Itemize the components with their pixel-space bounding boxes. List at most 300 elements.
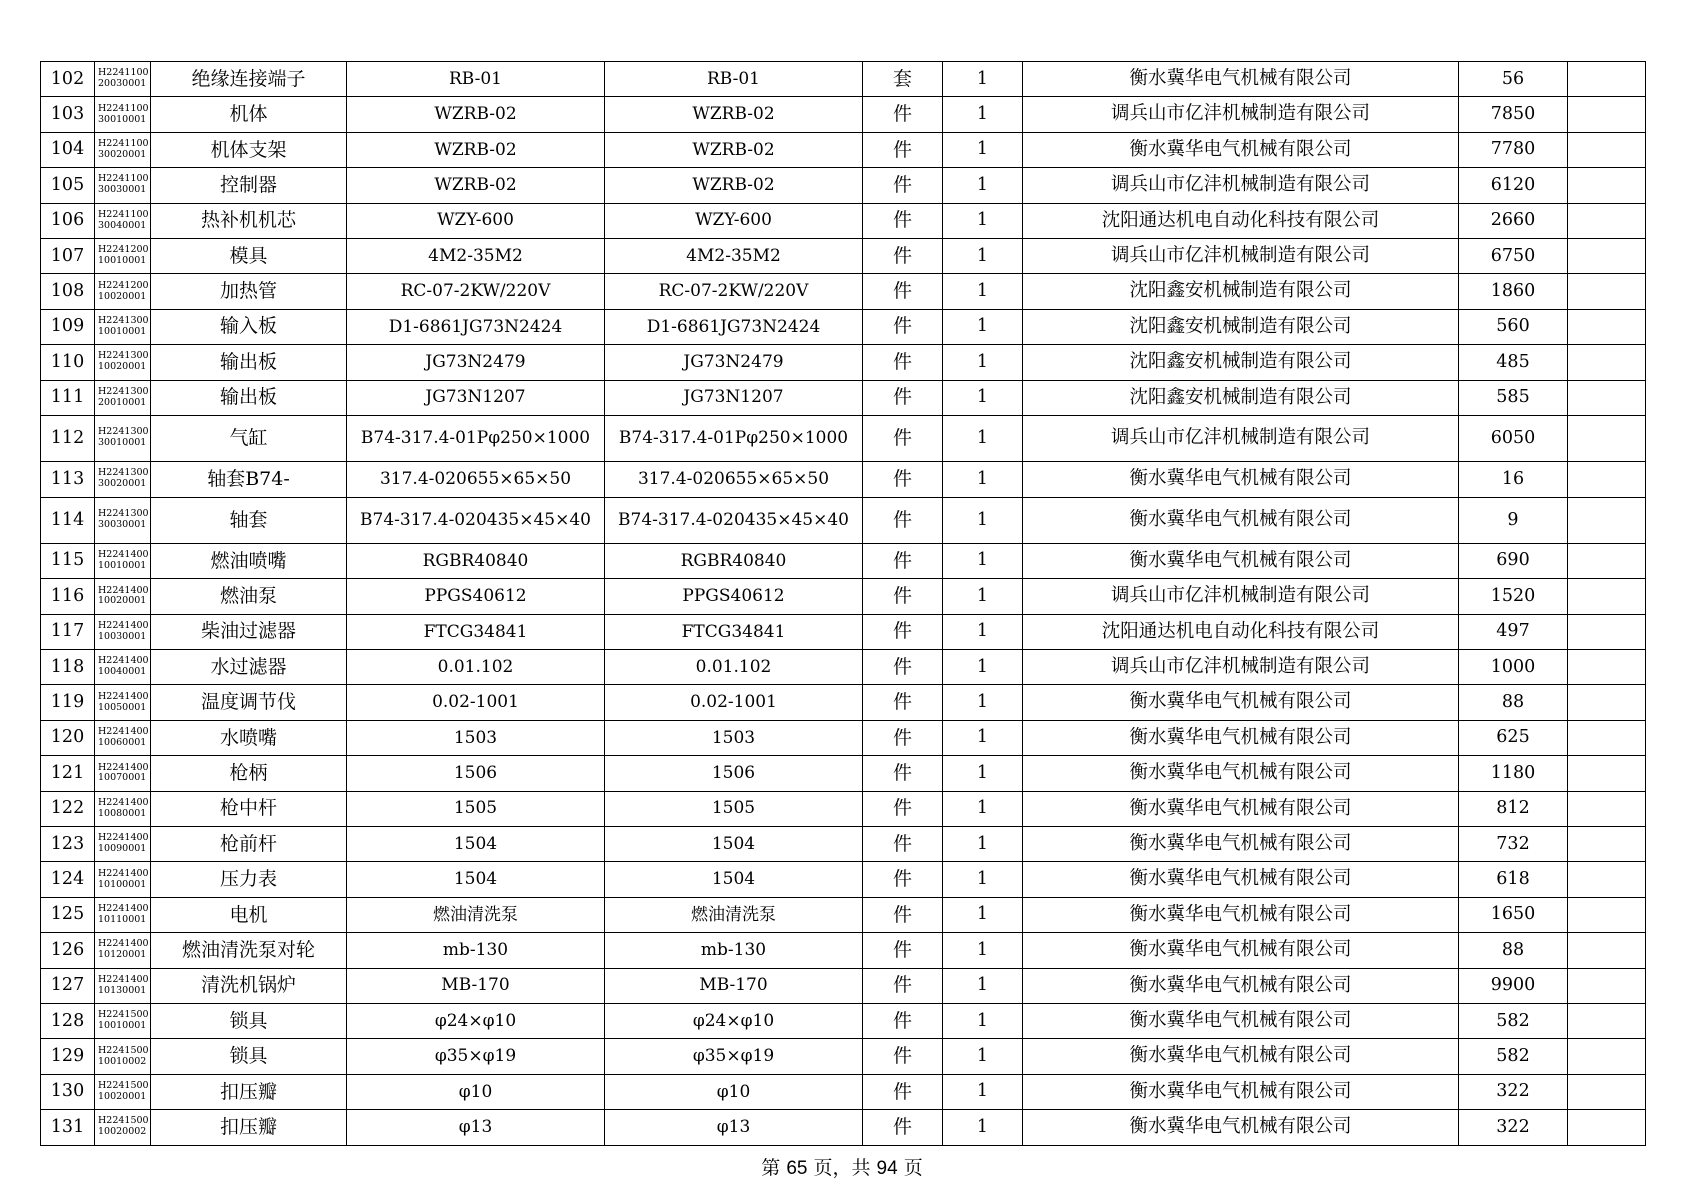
supplier-cell: 沈阳鑫安机械制造有限公司 [1023, 345, 1459, 380]
unit-cell: 件 [863, 238, 943, 273]
specification-cell: PPGS40612 [605, 579, 863, 614]
table-row [41, 97, 1646, 132]
material-code-line1: H2241400 [98, 690, 149, 702]
part-name-cell: 燃油喷嘴 [151, 543, 347, 578]
material-code-line1: H2241100 [98, 138, 149, 150]
material-code-cell [95, 933, 151, 968]
price-cell: 690 [1459, 543, 1568, 578]
supplier-cell: 衡水冀华电气机械有限公司 [1023, 827, 1459, 862]
quantity-cell: 1 [943, 579, 1023, 614]
quantity-cell: 1 [943, 497, 1023, 543]
part-name-cell: 电机 [151, 897, 347, 932]
remark-cell [1568, 1110, 1646, 1145]
table-row [41, 579, 1646, 614]
table-body [41, 62, 1646, 1146]
model-cell: FTCG34841 [347, 614, 605, 649]
model-cell: φ13 [347, 1110, 605, 1145]
row-number-cell: 102 [41, 62, 95, 97]
remark-cell [1568, 309, 1646, 344]
model-cell: WZY-600 [347, 203, 605, 238]
unit-cell: 件 [863, 614, 943, 649]
price-cell: 582 [1459, 1039, 1568, 1074]
model-cell: 燃油清洗泵 [347, 897, 605, 932]
table-row [41, 968, 1646, 1003]
row-number-cell: 103 [41, 97, 95, 132]
price-cell: 9900 [1459, 968, 1568, 1003]
unit-cell: 套 [863, 62, 943, 97]
model-cell: WZRB-02 [347, 97, 605, 132]
part-name-cell: 锁具 [151, 1003, 347, 1038]
row-number-cell: 105 [41, 168, 95, 203]
model-cell: 1506 [347, 756, 605, 791]
remark-cell [1568, 933, 1646, 968]
material-code-line2: 20030001 [98, 78, 147, 90]
row-number-cell: 122 [41, 791, 95, 826]
row-number-cell: 131 [41, 1110, 95, 1145]
table-row [41, 933, 1646, 968]
remark-cell [1568, 685, 1646, 720]
part-name-cell: 轴套 [151, 497, 347, 543]
row-number-cell: 128 [41, 1003, 95, 1038]
quantity-cell: 1 [943, 1110, 1023, 1145]
specification-cell: MB-170 [605, 968, 863, 1003]
price-cell: 1180 [1459, 756, 1568, 791]
model-cell: JG73N2479 [347, 345, 605, 380]
supplier-cell: 调兵山市亿沣机械制造有限公司 [1023, 650, 1459, 685]
remark-cell [1568, 461, 1646, 497]
price-cell: 585 [1459, 380, 1568, 415]
row-number-cell: 126 [41, 933, 95, 968]
price-cell: 6750 [1459, 238, 1568, 273]
supplier-cell: 衡水冀华电气机械有限公司 [1023, 791, 1459, 826]
material-code-line2: 10020001 [98, 595, 147, 607]
supplier-cell: 衡水冀华电气机械有限公司 [1023, 685, 1459, 720]
specification-cell: JG73N1207 [605, 380, 863, 415]
remark-cell [1568, 203, 1646, 238]
material-code-line1: H2241300 [98, 315, 149, 326]
unit-cell: 件 [863, 168, 943, 203]
table-row [41, 614, 1646, 649]
material-code-line1: H2241100 [98, 102, 149, 114]
material-code-cell [95, 543, 151, 578]
remark-cell [1568, 97, 1646, 132]
table-row [41, 415, 1646, 461]
row-number-cell: 117 [41, 614, 95, 649]
material-code-line1: H2241200 [98, 244, 149, 256]
supplier-cell: 衡水冀华电气机械有限公司 [1023, 497, 1459, 543]
table-row [41, 1003, 1646, 1038]
specification-cell: φ35×φ19 [605, 1039, 863, 1074]
remark-cell [1568, 791, 1646, 826]
material-code-cell [95, 1110, 151, 1145]
quantity-cell: 1 [943, 543, 1023, 578]
material-code-cell [95, 1003, 151, 1038]
specification-cell: WZRB-02 [605, 97, 863, 132]
material-code-line2: 10070001 [98, 772, 147, 784]
supplier-cell: 衡水冀华电气机械有限公司 [1023, 132, 1459, 167]
material-code-line2: 10090001 [98, 843, 147, 855]
specification-cell: D1-6861JG73N2424 [605, 309, 863, 344]
part-name-cell: 轴套B74- [151, 461, 347, 497]
material-code-line1: H2241400 [98, 832, 149, 844]
supplier-cell: 衡水冀华电气机械有限公司 [1023, 1110, 1459, 1145]
part-name-cell: 燃油泵 [151, 579, 347, 614]
material-code-line2: 10010001 [98, 560, 147, 572]
table-row [41, 238, 1646, 273]
remark-cell [1568, 968, 1646, 1003]
specification-cell: φ10 [605, 1074, 863, 1109]
unit-cell: 件 [863, 968, 943, 1003]
material-code-line1: H2241500 [98, 1115, 149, 1127]
material-code-cell [95, 132, 151, 167]
material-code-cell [95, 345, 151, 380]
material-code-cell [95, 415, 151, 461]
unit-cell: 件 [863, 685, 943, 720]
specification-cell: RGBR40840 [605, 543, 863, 578]
material-code-line1: H2241100 [98, 208, 149, 220]
remark-cell [1568, 756, 1646, 791]
material-code-cell [95, 1039, 151, 1074]
unit-cell: 件 [863, 345, 943, 380]
specification-cell: 1504 [605, 862, 863, 897]
supplier-cell: 衡水冀华电气机械有限公司 [1023, 62, 1459, 97]
row-number-cell: 115 [41, 543, 95, 578]
row-number-cell: 130 [41, 1074, 95, 1109]
part-name-cell: 输出板 [151, 380, 347, 415]
remark-cell [1568, 579, 1646, 614]
part-name-cell: 控制器 [151, 168, 347, 203]
part-name-cell: 加热管 [151, 274, 347, 309]
specification-cell: 0.02-1001 [605, 685, 863, 720]
price-cell: 322 [1459, 1074, 1568, 1109]
unit-cell: 件 [863, 461, 943, 497]
remark-cell [1568, 132, 1646, 167]
part-name-cell: 压力表 [151, 862, 347, 897]
material-code-line1: H2241400 [98, 549, 149, 561]
supplier-cell: 沈阳通达机电自动化科技有限公司 [1023, 614, 1459, 649]
supplier-cell: 衡水冀华电气机械有限公司 [1023, 1003, 1459, 1038]
supplier-cell: 衡水冀华电气机械有限公司 [1023, 720, 1459, 755]
supplier-cell: 衡水冀华电气机械有限公司 [1023, 897, 1459, 932]
quantity-cell: 1 [943, 1003, 1023, 1038]
specification-cell: RB-01 [605, 62, 863, 97]
supplier-cell: 沈阳鑫安机械制造有限公司 [1023, 380, 1459, 415]
remark-cell [1568, 650, 1646, 685]
material-code-line1: H2241300 [98, 426, 149, 438]
part-name-cell: 清洗机锅炉 [151, 968, 347, 1003]
price-cell: 732 [1459, 827, 1568, 862]
model-cell: 0.01.102 [347, 650, 605, 685]
material-code-cell [95, 1074, 151, 1109]
unit-cell: 件 [863, 720, 943, 755]
material-code-line1: H2241300 [98, 350, 149, 362]
row-number-cell: 129 [41, 1039, 95, 1074]
row-number-cell: 120 [41, 720, 95, 755]
supplier-cell: 衡水冀华电气机械有限公司 [1023, 543, 1459, 578]
row-number-cell: 113 [41, 461, 95, 497]
unit-cell: 件 [863, 274, 943, 309]
material-code-cell [95, 497, 151, 543]
unit-cell: 件 [863, 415, 943, 461]
specification-cell: 燃油清洗泵 [605, 897, 863, 932]
specification-cell: WZY-600 [605, 203, 863, 238]
material-code-line2: 30020001 [98, 478, 147, 490]
specification-cell: FTCG34841 [605, 614, 863, 649]
material-code-line2: 10020001 [98, 1090, 147, 1102]
material-code-line2: 10020002 [98, 1126, 147, 1138]
material-code-line2: 30010001 [98, 437, 147, 449]
unit-cell: 件 [863, 97, 943, 132]
row-number-cell: 107 [41, 238, 95, 273]
material-code-line2: 10010001 [98, 255, 147, 267]
model-cell: WZRB-02 [347, 132, 605, 167]
material-code-line2: 30030001 [98, 184, 147, 196]
supplier-cell: 衡水冀华电气机械有限公司 [1023, 1074, 1459, 1109]
remark-cell [1568, 720, 1646, 755]
price-cell: 6120 [1459, 168, 1568, 203]
quantity-cell: 1 [943, 274, 1023, 309]
supplier-cell: 调兵山市亿沣机械制造有限公司 [1023, 579, 1459, 614]
part-name-cell: 热补机机芯 [151, 203, 347, 238]
specification-cell: JG73N2479 [605, 345, 863, 380]
row-number-cell: 114 [41, 497, 95, 543]
footer-prefix: 第 [761, 1157, 787, 1179]
model-cell: MB-170 [347, 968, 605, 1003]
material-code-cell [95, 685, 151, 720]
quantity-cell: 1 [943, 897, 1023, 932]
part-name-cell: 枪中杆 [151, 791, 347, 826]
price-cell: 812 [1459, 791, 1568, 826]
table-row [41, 62, 1646, 97]
quantity-cell: 1 [943, 614, 1023, 649]
material-code-line2: 10100001 [98, 878, 147, 890]
row-number-cell: 110 [41, 345, 95, 380]
remark-cell [1568, 380, 1646, 415]
unit-cell: 件 [863, 650, 943, 685]
material-code-line2: 10010002 [98, 1055, 147, 1067]
material-code-line2: 10130001 [98, 984, 147, 996]
material-code-line1: H2241400 [98, 655, 149, 667]
table-row [41, 309, 1646, 344]
material-code-line1: H2241400 [98, 619, 149, 631]
specification-cell: mb-130 [605, 933, 863, 968]
quantity-cell: 1 [943, 827, 1023, 862]
material-code-line1: H2241400 [98, 796, 149, 808]
unit-cell: 件 [863, 1074, 943, 1109]
specification-cell: 1505 [605, 791, 863, 826]
total-pages-number: 94 [876, 1158, 898, 1179]
model-cell: mb-130 [347, 933, 605, 968]
material-code-line1: H2241400 [98, 903, 149, 915]
table-row [41, 345, 1646, 380]
specification-cell: 4M2-35M2 [605, 238, 863, 273]
page-footer [0, 1153, 1684, 1180]
material-code-line2: 30010001 [98, 113, 147, 125]
unit-cell: 件 [863, 203, 943, 238]
material-code-line2: 10050001 [98, 701, 147, 713]
row-number-cell: 116 [41, 579, 95, 614]
unit-cell: 件 [863, 1003, 943, 1038]
specification-cell: 317.4-020655×65×50 [605, 461, 863, 497]
material-code-line1: H2241200 [98, 279, 149, 291]
model-cell: D1-6861JG73N2424 [347, 309, 605, 344]
price-cell: 1650 [1459, 897, 1568, 932]
material-code-line2: 10020001 [98, 361, 147, 373]
unit-cell: 件 [863, 543, 943, 578]
row-number-cell: 127 [41, 968, 95, 1003]
material-code-cell [95, 614, 151, 649]
unit-cell: 件 [863, 497, 943, 543]
material-code-cell [95, 897, 151, 932]
unit-cell: 件 [863, 579, 943, 614]
material-code-cell [95, 650, 151, 685]
material-code-line2: 10040001 [98, 666, 147, 678]
row-number-cell: 108 [41, 274, 95, 309]
part-name-cell: 输出板 [151, 345, 347, 380]
unit-cell: 件 [863, 1110, 943, 1145]
table-row [41, 650, 1646, 685]
specification-cell: φ24×φ10 [605, 1003, 863, 1038]
material-code-cell [95, 309, 151, 344]
material-code-line2: 10110001 [98, 914, 147, 925]
supplier-cell: 衡水冀华电气机械有限公司 [1023, 933, 1459, 968]
material-code-line1: H2241300 [98, 508, 149, 520]
table-row [41, 461, 1646, 497]
row-number-cell: 111 [41, 380, 95, 415]
table-row [41, 497, 1646, 543]
part-name-cell: 气缸 [151, 415, 347, 461]
specification-cell: 1503 [605, 720, 863, 755]
part-name-cell: 水喷嘴 [151, 720, 347, 755]
quantity-cell: 1 [943, 132, 1023, 167]
unit-cell: 件 [863, 933, 943, 968]
supplier-cell: 沈阳鑫安机械制造有限公司 [1023, 274, 1459, 309]
material-code-cell [95, 238, 151, 273]
remark-cell [1568, 415, 1646, 461]
table-row [41, 1110, 1646, 1145]
price-cell: 1520 [1459, 579, 1568, 614]
model-cell: B74-317.4-020435×45×40 [347, 497, 605, 543]
material-code-cell [95, 62, 151, 97]
price-cell: 497 [1459, 614, 1568, 649]
remark-cell [1568, 497, 1646, 543]
material-code-line1: H2241500 [98, 1080, 149, 1092]
row-number-cell: 124 [41, 862, 95, 897]
part-name-cell: 枪前杆 [151, 827, 347, 862]
price-cell: 56 [1459, 62, 1568, 97]
supplier-cell: 衡水冀华电气机械有限公司 [1023, 862, 1459, 897]
supplier-cell: 调兵山市亿沣机械制造有限公司 [1023, 238, 1459, 273]
unit-cell: 件 [863, 862, 943, 897]
quantity-cell: 1 [943, 380, 1023, 415]
material-code-line1: H2241400 [98, 726, 149, 738]
specification-cell: WZRB-02 [605, 132, 863, 167]
specification-cell: B74-317.4-020435×45×40 [605, 497, 863, 543]
price-cell: 582 [1459, 1003, 1568, 1038]
material-code-cell [95, 461, 151, 497]
model-cell: 1505 [347, 791, 605, 826]
material-code-line2: 10010001 [98, 325, 147, 337]
quantity-cell: 1 [943, 933, 1023, 968]
remark-cell [1568, 1074, 1646, 1109]
material-code-line2: 10010001 [98, 1020, 147, 1032]
material-code-cell [95, 827, 151, 862]
row-number-cell: 104 [41, 132, 95, 167]
table-row [41, 827, 1646, 862]
material-code-line2: 30020001 [98, 148, 147, 160]
footer-middle: 页，共 [807, 1157, 877, 1179]
quantity-cell: 1 [943, 345, 1023, 380]
price-cell: 618 [1459, 862, 1568, 897]
price-cell: 88 [1459, 685, 1568, 720]
remark-cell [1568, 1003, 1646, 1038]
part-name-cell: 锁具 [151, 1039, 347, 1074]
model-cell: 1504 [347, 827, 605, 862]
unit-cell: 件 [863, 791, 943, 826]
material-code-line2: 10030001 [98, 630, 147, 642]
remark-cell [1568, 238, 1646, 273]
material-code-cell [95, 380, 151, 415]
material-code-cell [95, 968, 151, 1003]
quantity-cell: 1 [943, 1074, 1023, 1109]
supplier-cell: 调兵山市亿沣机械制造有限公司 [1023, 168, 1459, 203]
material-code-line1: H2241400 [98, 938, 149, 950]
part-name-cell: 扣压瓣 [151, 1110, 347, 1145]
price-cell: 7850 [1459, 97, 1568, 132]
material-code-cell [95, 274, 151, 309]
row-number-cell: 125 [41, 897, 95, 932]
price-cell: 560 [1459, 309, 1568, 344]
quantity-cell: 1 [943, 168, 1023, 203]
row-number-cell: 112 [41, 415, 95, 461]
remark-cell [1568, 614, 1646, 649]
row-number-cell: 119 [41, 685, 95, 720]
unit-cell: 件 [863, 756, 943, 791]
supplier-cell: 衡水冀华电气机械有限公司 [1023, 756, 1459, 791]
quantity-cell: 1 [943, 461, 1023, 497]
table-row [41, 756, 1646, 791]
table-row [41, 720, 1646, 755]
table-row [41, 274, 1646, 309]
material-code-cell [95, 720, 151, 755]
table-row [41, 168, 1646, 203]
table-row [41, 543, 1646, 578]
row-number-cell: 118 [41, 650, 95, 685]
specification-cell: 1506 [605, 756, 863, 791]
supplier-cell: 调兵山市亿沣机械制造有限公司 [1023, 97, 1459, 132]
quantity-cell: 1 [943, 720, 1023, 755]
model-cell: 4M2-35M2 [347, 238, 605, 273]
unit-cell: 件 [863, 897, 943, 932]
part-name-cell: 温度调节伐 [151, 685, 347, 720]
remark-cell [1568, 168, 1646, 203]
material-code-cell [95, 203, 151, 238]
model-cell: B74-317.4-01Pφ250×1000 [347, 415, 605, 461]
material-code-cell [95, 168, 151, 203]
row-number-cell: 121 [41, 756, 95, 791]
part-name-cell: 模具 [151, 238, 347, 273]
part-name-cell: 机体支架 [151, 132, 347, 167]
material-code-cell [95, 97, 151, 132]
row-number-cell: 109 [41, 309, 95, 344]
table-row [41, 791, 1646, 826]
quantity-cell: 1 [943, 415, 1023, 461]
quantity-cell: 1 [943, 238, 1023, 273]
supplier-cell: 衡水冀华电气机械有限公司 [1023, 968, 1459, 1003]
table-row [41, 380, 1646, 415]
table-row [41, 1039, 1646, 1074]
table-row [41, 685, 1646, 720]
